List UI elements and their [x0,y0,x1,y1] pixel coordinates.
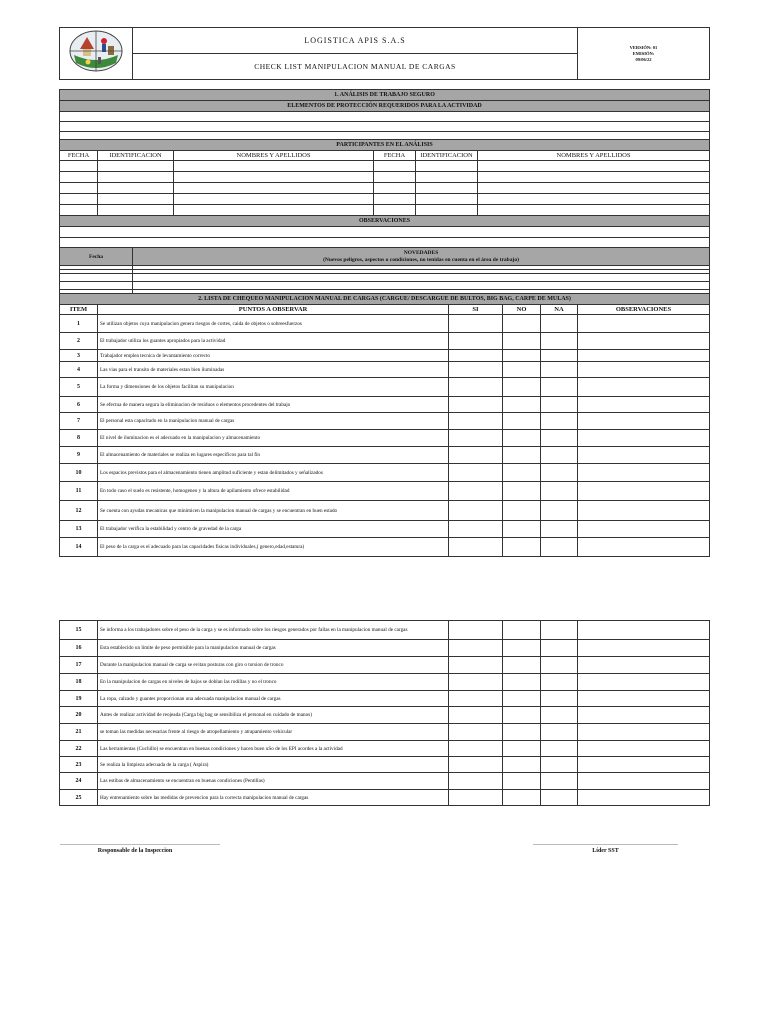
si-cell[interactable] [449,447,503,464]
si-cell[interactable] [449,397,503,413]
no-cell[interactable] [503,790,541,806]
item-description: Las herramientas (Cuchillo) se encuentran en buenas condiciones y hacen buen uSo de los EPI acordes a la actividad [98,741,449,757]
col-puntos: PUNTOS A OBSERVAR [98,305,449,315]
item-number: 20 [60,707,98,724]
na-cell[interactable] [541,773,578,790]
col-item: ITEM [60,305,98,315]
item-number: 19 [60,691,98,707]
observation-cell[interactable] [578,707,710,724]
si-cell[interactable] [449,315,503,333]
no-cell[interactable] [503,741,541,757]
participant-cell[interactable] [98,161,174,172]
observation-cell[interactable] [578,790,710,806]
item-number: 4 [60,362,98,378]
item-description: Se cuenta con ayudas mecanicas que minimicen la manipulacion manual de cargas y se encuentran en buen estado [98,501,449,521]
item-number: 17 [60,657,98,674]
observation-cell[interactable] [578,464,710,482]
participant-cell[interactable] [416,183,478,194]
item-description: Antes de realizar actividad de reojeada (Carga big bag se sensibiliza el personal en cuidado de manos) [98,707,449,724]
checklist-table-continued [59,620,710,806]
fecha-label: Fecha [60,248,133,266]
item-number: 21 [60,724,98,741]
item-number: 3 [60,350,98,362]
si-cell[interactable] [449,621,503,640]
novedades-header [133,248,710,266]
si-cell[interactable] [449,724,503,741]
no-cell[interactable] [503,501,541,521]
item-description: El peso de la carga es el adecuado para las capacidades fisicas individuales,( genero,edad,estatura) [98,538,449,557]
observation-cell[interactable] [578,674,710,691]
epp-row[interactable] [60,132,710,140]
item-number: 15 [60,621,98,640]
item-description: El nivel de iluminacion es el adecuado en la manipulacion y almacenamiento [98,430,449,447]
novedad-date-cell[interactable] [60,266,133,274]
novedad-date-cell[interactable] [60,282,133,290]
checklist-row [60,482,710,501]
novedades-title: NOVEDADES [403,249,439,256]
checklist-row [60,397,710,413]
no-cell[interactable] [503,640,541,657]
si-cell[interactable] [449,691,503,707]
observation-cell[interactable] [578,430,710,447]
no-cell[interactable] [503,674,541,691]
si-cell[interactable] [449,413,503,430]
observation-cell[interactable] [578,724,710,741]
item-description: Esta establecido un limite de peso permisible para la manipulacion manual de cargas [98,640,449,657]
checklist-row [60,430,710,447]
observation-cell[interactable] [578,447,710,464]
observation-cell[interactable] [578,482,710,501]
item-description: En la manipulacion de cargas en niveles de bajos se doblan las rodillas y no el tronco [98,674,449,691]
si-cell[interactable] [449,464,503,482]
participant-cell[interactable] [174,172,374,183]
col-nombres: NOMBRES Y APELLIDOS [174,151,374,161]
observations-title: OBSERVACIONES [60,216,710,227]
epp-title: ELEMENTOS DE PROTECCIÓN REQUERIDOS PARA LA ACTIVIDAD [60,101,710,112]
participant-cell[interactable] [60,161,98,172]
no-cell[interactable] [503,724,541,741]
item-number: 23 [60,757,98,773]
company-logo-icon [68,29,124,73]
si-cell[interactable] [449,757,503,773]
emission-label: EMISIÓN: [632,50,655,56]
na-cell[interactable] [541,430,578,447]
item-description: Durante la manipulacion manual de carga se evitan posturas con giro o torsion de tronco [98,657,449,674]
item-description: El almacenamiento de materiales se realiza en lugares especificos para tal fin [98,447,449,464]
participant-cell[interactable] [60,172,98,183]
item-description: Trabajador emplea tecnica de levantamiento correcto [98,350,449,362]
signature-label-right: Líder SST [592,848,619,854]
participant-cell[interactable] [174,194,374,205]
na-cell[interactable] [541,640,578,657]
item-number: 13 [60,521,98,538]
col-fecha: FECHA [60,151,98,161]
item-description: Los espacios previstos para el almacenamiento tienen amplitud suficiente y estan delimitados y señalizados [98,464,449,482]
item-number: 22 [60,741,98,757]
participant-cell[interactable] [174,205,374,216]
item-number: 6 [60,397,98,413]
na-cell[interactable] [541,350,578,362]
col-fecha-2: FECHA [374,151,416,161]
si-cell[interactable] [449,640,503,657]
si-cell[interactable] [449,430,503,447]
section1-title: 1. ANÁLISIS DE TRABAJO SEGURO [60,90,710,101]
si-cell[interactable] [449,521,503,538]
na-cell[interactable] [541,464,578,482]
item-number: 10 [60,464,98,482]
checklist-row [60,724,710,741]
col-observaciones: OBSERVACIONES [578,305,710,315]
observation-cell[interactable] [578,741,710,757]
no-cell[interactable] [503,430,541,447]
na-cell[interactable] [541,757,578,773]
na-cell[interactable] [541,521,578,538]
checklist-row [60,790,710,806]
item-number: 12 [60,501,98,521]
observation-cell[interactable] [578,640,710,657]
participant-cell[interactable] [374,161,416,172]
na-cell[interactable] [541,397,578,413]
checklist-row [60,333,710,350]
observation-cell[interactable] [578,315,710,333]
item-number: 8 [60,430,98,447]
participant-cell[interactable] [98,183,174,194]
observation-cell[interactable] [578,521,710,538]
observation-cell[interactable] [578,773,710,790]
participant-cell[interactable] [478,172,710,183]
no-cell[interactable] [503,521,541,538]
checklist-row [60,773,710,790]
no-cell[interactable] [503,707,541,724]
na-cell[interactable] [541,413,578,430]
epp-row[interactable] [60,122,710,132]
si-cell[interactable] [449,674,503,691]
logo-cell [60,28,133,80]
participant-cell[interactable] [478,194,710,205]
col-identificacion: IDENTIFICACION [98,151,174,161]
checklist-row [60,640,710,657]
section2-title: 2. LISTA DE CHEQUEO MANIPULACION MANUAL DE CARGAS (CARGUE/ DESCARGUE DE BULTOS, BIG BAG, CARPE DE MULAS) [60,294,710,305]
si-cell[interactable] [449,501,503,521]
checklist-row [60,538,710,557]
col-na: NA [541,305,578,315]
no-cell[interactable] [503,378,541,397]
no-cell[interactable] [503,413,541,430]
si-cell[interactable] [449,657,503,674]
observation-cell[interactable] [578,501,710,521]
item-description: Las vias para el transito de materiales estan bien iluminadas [98,362,449,378]
item-description: Se informa a los trabajadores sobre el peso de la carga y se es informado sobre los riesgos generados por fallas en la manipulacion manual de cargas [98,621,449,640]
novedades-subtitle: (Nuevos peligros, aspectos o condiciones, no tenidas en cuenta en el área de trabajo) [323,256,519,263]
item-description: El personal esta capacitado en la manipulacion manual de cargas [98,413,449,430]
version-block [578,28,710,80]
item-description: Se utilizan objetos cuya manipulacion genera riesgos de cortes, caida de objetos o sobreesfuerzos [98,315,449,333]
si-cell[interactable] [449,741,503,757]
si-cell[interactable] [449,773,503,790]
participant-cell[interactable] [174,183,374,194]
signature-label-left: Responsable de la Inspeccion [97,848,173,854]
novedades-table [59,247,710,298]
checklist-row [60,674,710,691]
participant-row [60,183,710,194]
na-cell[interactable] [541,691,578,707]
na-cell[interactable] [541,724,578,741]
checklist-row [60,521,710,538]
checklist-row [60,447,710,464]
si-cell[interactable] [449,378,503,397]
participant-cell[interactable] [60,205,98,216]
item-number: 5 [60,378,98,397]
checklist-row [60,315,710,333]
novedad-cell[interactable] [133,282,710,290]
item-number: 16 [60,640,98,657]
na-cell[interactable] [541,362,578,378]
participant-row [60,194,710,205]
item-number: 7 [60,413,98,430]
participant-cell[interactable] [478,161,710,172]
observation-cell[interactable] [578,350,710,362]
checklist-row [60,657,710,674]
section1-table [59,89,710,270]
participant-row [60,161,710,172]
participant-cell[interactable] [478,205,710,216]
participant-cell[interactable] [98,194,174,205]
item-description: El trabajador verifica la estabilidad y centro de gravedad de la carga [98,521,449,538]
checklist-row [60,413,710,430]
participant-cell[interactable] [416,161,478,172]
item-description: Se realiza la limpieza adecuada de la carga ( Aspira) [98,757,449,773]
observation-cell[interactable] [578,691,710,707]
observation-cell[interactable] [578,362,710,378]
no-cell[interactable] [503,691,541,707]
no-cell[interactable] [503,657,541,674]
participant-cell[interactable] [478,183,710,194]
no-cell[interactable] [503,447,541,464]
item-number: 14 [60,538,98,557]
participant-cell[interactable] [60,183,98,194]
participant-cell[interactable] [98,172,174,183]
si-cell[interactable] [449,333,503,350]
no-cell[interactable] [503,362,541,378]
checklist-table [59,293,710,557]
participant-cell[interactable] [416,205,478,216]
observation-cell[interactable] [578,621,710,640]
participant-cell[interactable] [174,161,374,172]
si-cell[interactable] [449,790,503,806]
item-number: 18 [60,674,98,691]
participant-cell[interactable] [98,205,174,216]
na-cell[interactable] [541,538,578,557]
document-title: CHECK LIST MANIPULACION MANUAL DE CARGAS [133,54,578,80]
si-cell[interactable] [449,707,503,724]
item-number: 9 [60,447,98,464]
item-number: 24 [60,773,98,790]
observations-row[interactable] [60,227,710,238]
si-cell[interactable] [449,482,503,501]
si-cell[interactable] [449,538,503,557]
checklist-row [60,464,710,482]
item-number: 25 [60,790,98,806]
observation-cell[interactable] [578,538,710,557]
item-number: 11 [60,482,98,501]
novedad-cell[interactable] [133,266,710,274]
na-cell[interactable] [541,621,578,640]
observation-cell[interactable] [578,413,710,430]
version-line: VERSIÓN: 01 [629,44,658,50]
observation-cell[interactable] [578,757,710,773]
participant-cell[interactable] [374,205,416,216]
participant-cell[interactable] [416,194,478,205]
observation-cell[interactable] [578,657,710,674]
participant-row [60,205,710,216]
na-cell[interactable] [541,447,578,464]
novedad-date-cell[interactable] [60,274,133,282]
signature-line-right [533,844,678,845]
item-description: En todo caso el suelo es resistente, homogeneo y la altura de apilamiento ofrece estabilidad [98,482,449,501]
participant-cell[interactable] [374,172,416,183]
checklist-row [60,621,710,640]
checklist-row [60,350,710,362]
checklist-row [60,757,710,773]
na-cell[interactable] [541,315,578,333]
emission-date: 09/06/22 [635,56,652,62]
checklist-row [60,378,710,397]
participants-title: PARTICIPANTES EN EL ANÁLISIS [60,140,710,151]
no-cell[interactable] [503,333,541,350]
item-description: Las estibas de almacenamiento se encuentran en buenas condiciones (Pentillas) [98,773,449,790]
item-description: se toman las medidas necesarias frente al riesgo de atropellamiento y atrapamiento vehicular [98,724,449,741]
participant-cell[interactable] [374,194,416,205]
no-cell[interactable] [503,773,541,790]
no-cell[interactable] [503,757,541,773]
si-cell[interactable] [449,362,503,378]
item-description: La ropa, calzado y guantes proporcionan una adecuada manipulacion manual de cargas [98,691,449,707]
checklist-row [60,741,710,757]
no-cell[interactable] [503,538,541,557]
observation-cell[interactable] [578,378,710,397]
item-number: 1 [60,315,98,333]
observation-cell[interactable] [578,397,710,413]
na-cell[interactable] [541,482,578,501]
company-name: LOGISTICA APIS S.A.S [133,28,578,54]
no-cell[interactable] [503,350,541,362]
participant-cell[interactable] [416,172,478,183]
na-cell[interactable] [541,501,578,521]
col-no: NO [503,305,541,315]
checklist-row [60,362,710,378]
na-cell[interactable] [541,333,578,350]
na-cell[interactable] [541,657,578,674]
participant-cell[interactable] [60,194,98,205]
participant-cell[interactable] [374,183,416,194]
na-cell[interactable] [541,378,578,397]
item-description: El trabajador utiliza los guantes apropiados para la actividad [98,333,449,350]
no-cell[interactable] [503,397,541,413]
na-cell[interactable] [541,741,578,757]
checklist-row [60,691,710,707]
checklist-row [60,501,710,521]
checklist-row [60,707,710,724]
col-identificacion-2: IDENTIFICACION [416,151,478,161]
item-description: Hay entrenamiento sobre las medidas de prevencion para la correcta manipulacion manual de cargas [98,790,449,806]
no-cell[interactable] [503,315,541,333]
no-cell[interactable] [503,464,541,482]
item-number: 2 [60,333,98,350]
col-si: SI [449,305,503,315]
si-cell[interactable] [449,350,503,362]
novedad-cell[interactable] [133,274,710,282]
no-cell[interactable] [503,621,541,640]
signature-line-left [60,844,220,845]
na-cell[interactable] [541,707,578,724]
epp-row[interactable] [60,112,710,122]
document-header [59,27,710,80]
na-cell[interactable] [541,674,578,691]
participant-row [60,172,710,183]
item-description: Se efectua de manera segura la eliminacion de residuos o elementos procedentes del trabajo [98,397,449,413]
col-nombres-2: NOMBRES Y APELLIDOS [478,151,710,161]
observation-cell[interactable] [578,333,710,350]
no-cell[interactable] [503,482,541,501]
na-cell[interactable] [541,790,578,806]
item-description: La forma y dimensiones de los objetos facilitan su manipulacion [98,378,449,397]
